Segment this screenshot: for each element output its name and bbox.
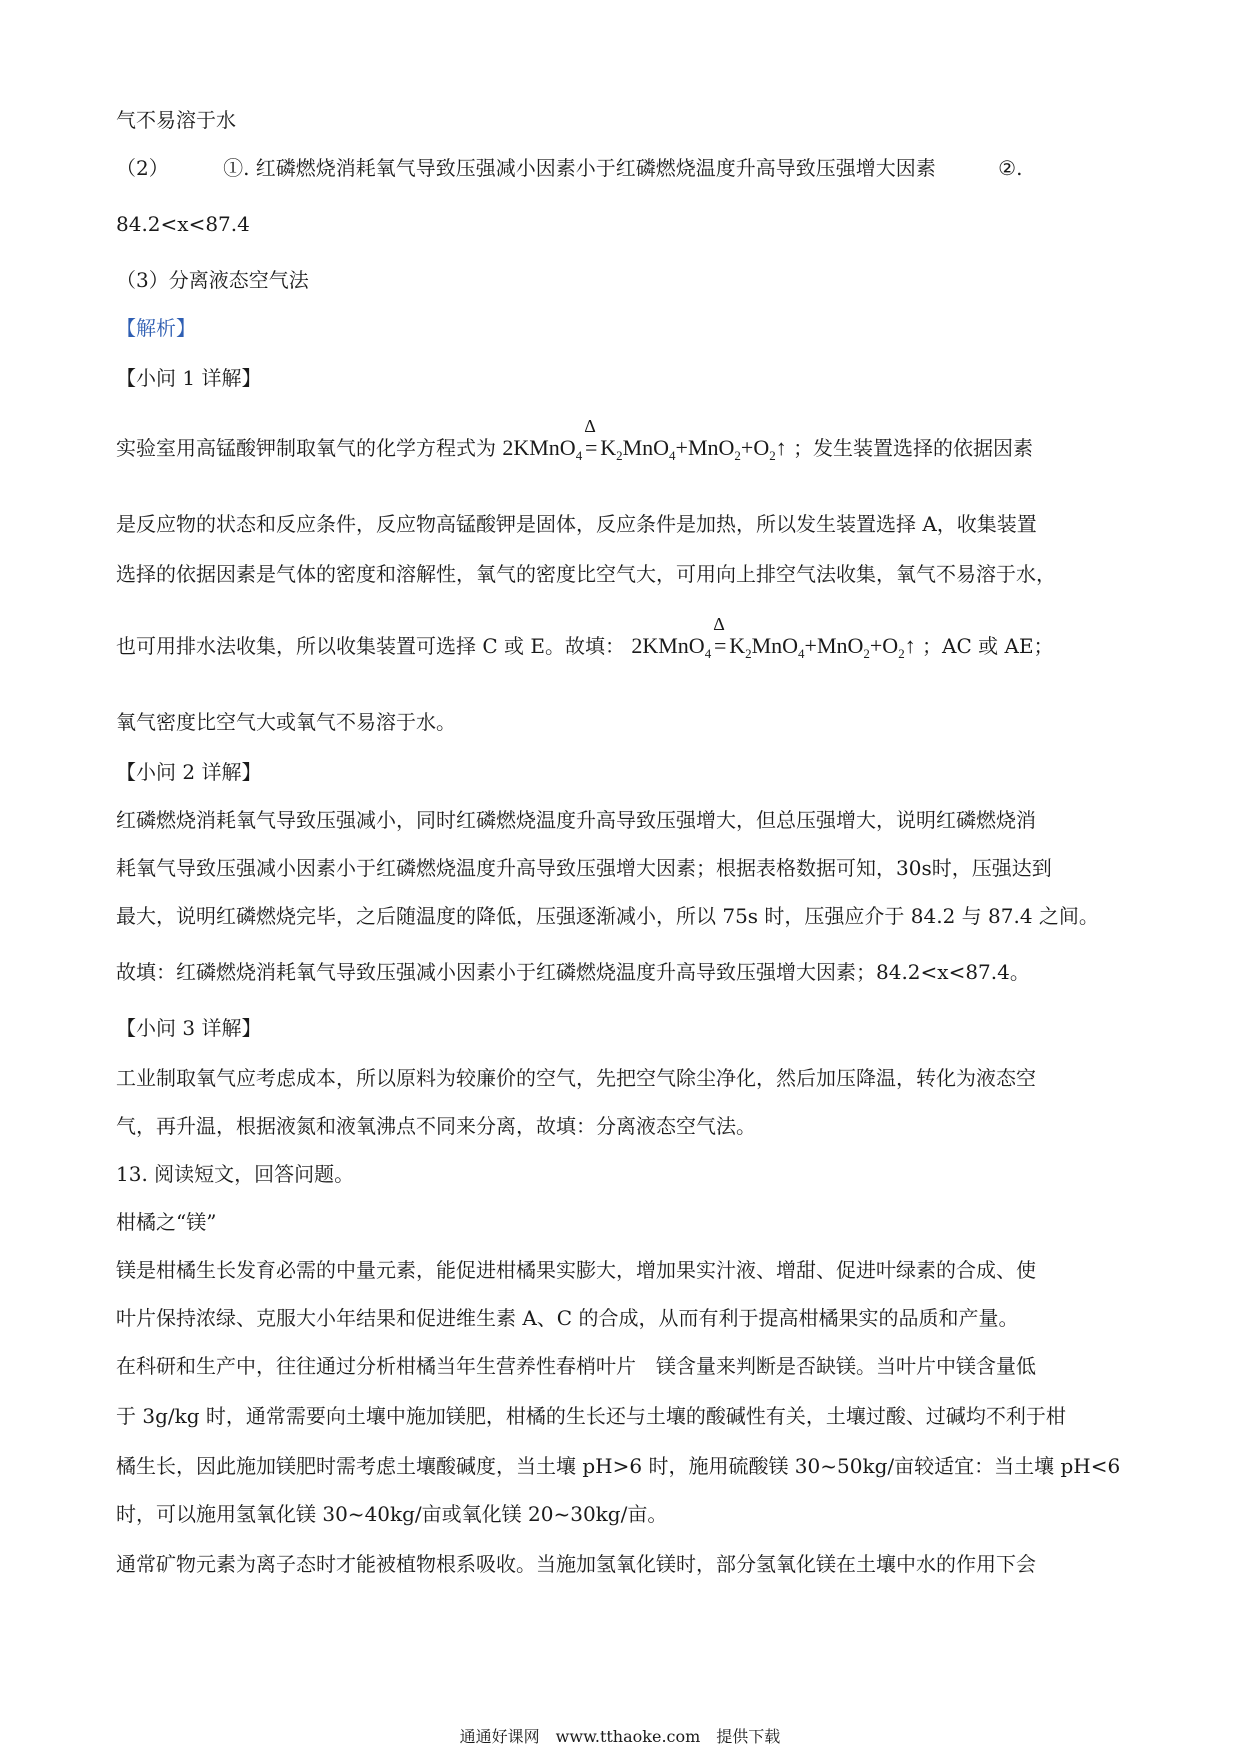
- eq-sub: 4: [669, 448, 676, 463]
- eq-sub: 4: [704, 646, 712, 661]
- question-13-stem: 13. 阅读短文，回答问题。: [116, 1162, 355, 1186]
- eq-k: K: [600, 435, 617, 460]
- eq-k: K: [729, 633, 746, 658]
- text-line: 84.2<x<87.4: [116, 212, 250, 236]
- eq-sub: 2: [734, 448, 741, 463]
- eq-mno: MnO: [622, 435, 670, 460]
- text-line: 于 3g/kg 时，通常需要向土壤中施加镁肥，柑橘的生长还与土壤的酸碱性有关，土壤过酸、过碱均不利于柑: [116, 1404, 1066, 1428]
- eq-mno2: +MnO: [675, 435, 735, 460]
- text-line: 氧气密度比空气大或氧气不易溶于水。: [116, 710, 456, 734]
- text-line: 气，再升温，根据液氮和液氧沸点不同来分离，故填：分离液态空气法。: [116, 1114, 756, 1138]
- text-line: 工业制取氧气应考虑成本，所以原料为较廉价的空气，先把空气除尘净化，然后加压降温，转化为液态空: [116, 1066, 1036, 1090]
- text-line: 红磷燃烧消耗氧气导致压强减小，同时红磷燃烧温度升高导致压强增大，但总压强增大，说明红磷燃烧消: [116, 808, 1036, 832]
- text-segment: 实验室用高锰酸钾制取氧气的化学方程式为: [116, 436, 496, 460]
- text-segment: ；AC 或 AE；: [922, 634, 1054, 658]
- sub-question-1-heading: 【小问 1 详解】: [116, 366, 262, 390]
- text-line: 叶片保持浓绿、克服大小年结果和促进维生素 A、C 的合成，从而有利于提高柑橘果实的品质和产量。: [116, 1306, 1019, 1330]
- chemical-equation: [502, 416, 787, 463]
- text-line: 故填：红磷燃烧消耗氧气导致压强减小因素小于红磷燃烧温度升高导致压强增大因素；84.2<x<87.4。: [116, 960, 1030, 984]
- text-line: 选择的依据因素是气体的密度和溶解性，氧气的密度比空气大，可用向上排空气法收集，氧气不易溶于水，: [116, 562, 1056, 586]
- text-line: 耗氧气导致压强减小因素小于红磷燃烧温度升高导致压强增大因素；根据表格数据可知，30s时，压强达到: [116, 856, 1052, 880]
- eq-mno2: +MnO: [804, 633, 864, 658]
- eq-sub: 4: [798, 646, 805, 661]
- answer-2-part2-label: ②.: [998, 156, 1023, 180]
- chemical-equation: [631, 614, 916, 661]
- text-line: 通常矿物元素为离子态时才能被植物根系吸收。当施加氢氧化镁时，部分氢氧化镁在土壤中水的作用下会: [116, 1552, 1036, 1576]
- text-line: 是反应物的状态和反应条件，反应物高锰酸钾是固体，反应条件是加热，所以发生装置选择 A，收集装置: [116, 512, 1037, 536]
- answer-3-line: （3）分离液态空气法: [116, 268, 309, 292]
- eq-condition: [711, 614, 729, 658]
- equation-line-1: [116, 416, 1034, 463]
- page-footer: 通通好课网 www.tthaoke.com 提供下载: [459, 1727, 781, 1746]
- text-segment: 也可用排水法收集，所以收集装置可选择 C 或 E。故填：: [116, 634, 625, 658]
- passage-title: 柑橘之“镁”: [116, 1210, 217, 1234]
- eq-o2: +O: [740, 435, 770, 460]
- eq-o2: +O: [869, 633, 899, 658]
- text-line: 气不易溶于水: [116, 108, 236, 132]
- eq-arrow: ↑: [775, 435, 787, 460]
- eq-arrow: ↑: [904, 633, 916, 658]
- eq-sub: 2: [769, 448, 776, 463]
- answer-2-line: [116, 156, 1022, 180]
- answer-2-part1: ①. 红磷燃烧消耗氧气导致压强减小因素小于红磷燃烧温度升高导致压强增大因素: [223, 156, 936, 180]
- sub-question-2-heading: 【小问 2 详解】: [116, 760, 262, 784]
- text-line: 橘生长，因此施加镁肥时需考虑土壤酸碱度，当土壤 pH>6 时，施用硫酸镁 30~50kg/亩较适宜：当土壤 pH<6: [116, 1454, 1121, 1478]
- eq-equals: =: [584, 435, 598, 460]
- eq-reactant: 2KMnO: [502, 435, 576, 460]
- delta-symbol: Δ: [713, 614, 725, 634]
- eq-reactant: 2KMnO: [631, 633, 705, 658]
- analysis-heading: 【解析】: [116, 316, 196, 340]
- text-line: 镁是柑橘生长发育必需的中量元素，能促进柑橘果实膨大，增加果实汁液、增甜、促进叶绿素的合成、使: [116, 1258, 1036, 1282]
- eq-sub: 4: [575, 448, 583, 463]
- eq-equals: =: [713, 633, 727, 658]
- text-line: 最大，说明红磷燃烧完毕，之后随温度的降低，压强逐渐减小，所以 75s 时，压强应介于 84.2 与 87.4 之间。: [116, 904, 1099, 928]
- eq-sub: 2: [616, 448, 623, 463]
- text-line: 在科研和生产中，往往通过分析柑橘当年生营养性春梢叶片 镁含量来判断是否缺镁。当叶片中镁含量低: [116, 1354, 1036, 1378]
- eq-sub: 2: [898, 646, 905, 661]
- delta-symbol: Δ: [584, 416, 596, 436]
- text-segment: ；发生装置选择的依据因素: [793, 436, 1034, 460]
- sub-question-3-heading: 【小问 3 详解】: [116, 1016, 262, 1040]
- answer-2-label: （2）: [116, 156, 169, 180]
- eq-condition: [582, 416, 600, 460]
- text-line: 时，可以施用氢氧化镁 30~40kg/亩或氧化镁 20~30kg/亩。: [116, 1502, 668, 1526]
- eq-sub: 2: [863, 646, 870, 661]
- eq-mno: MnO: [751, 633, 799, 658]
- equation-line-2: [116, 614, 1054, 661]
- eq-sub: 2: [745, 646, 752, 661]
